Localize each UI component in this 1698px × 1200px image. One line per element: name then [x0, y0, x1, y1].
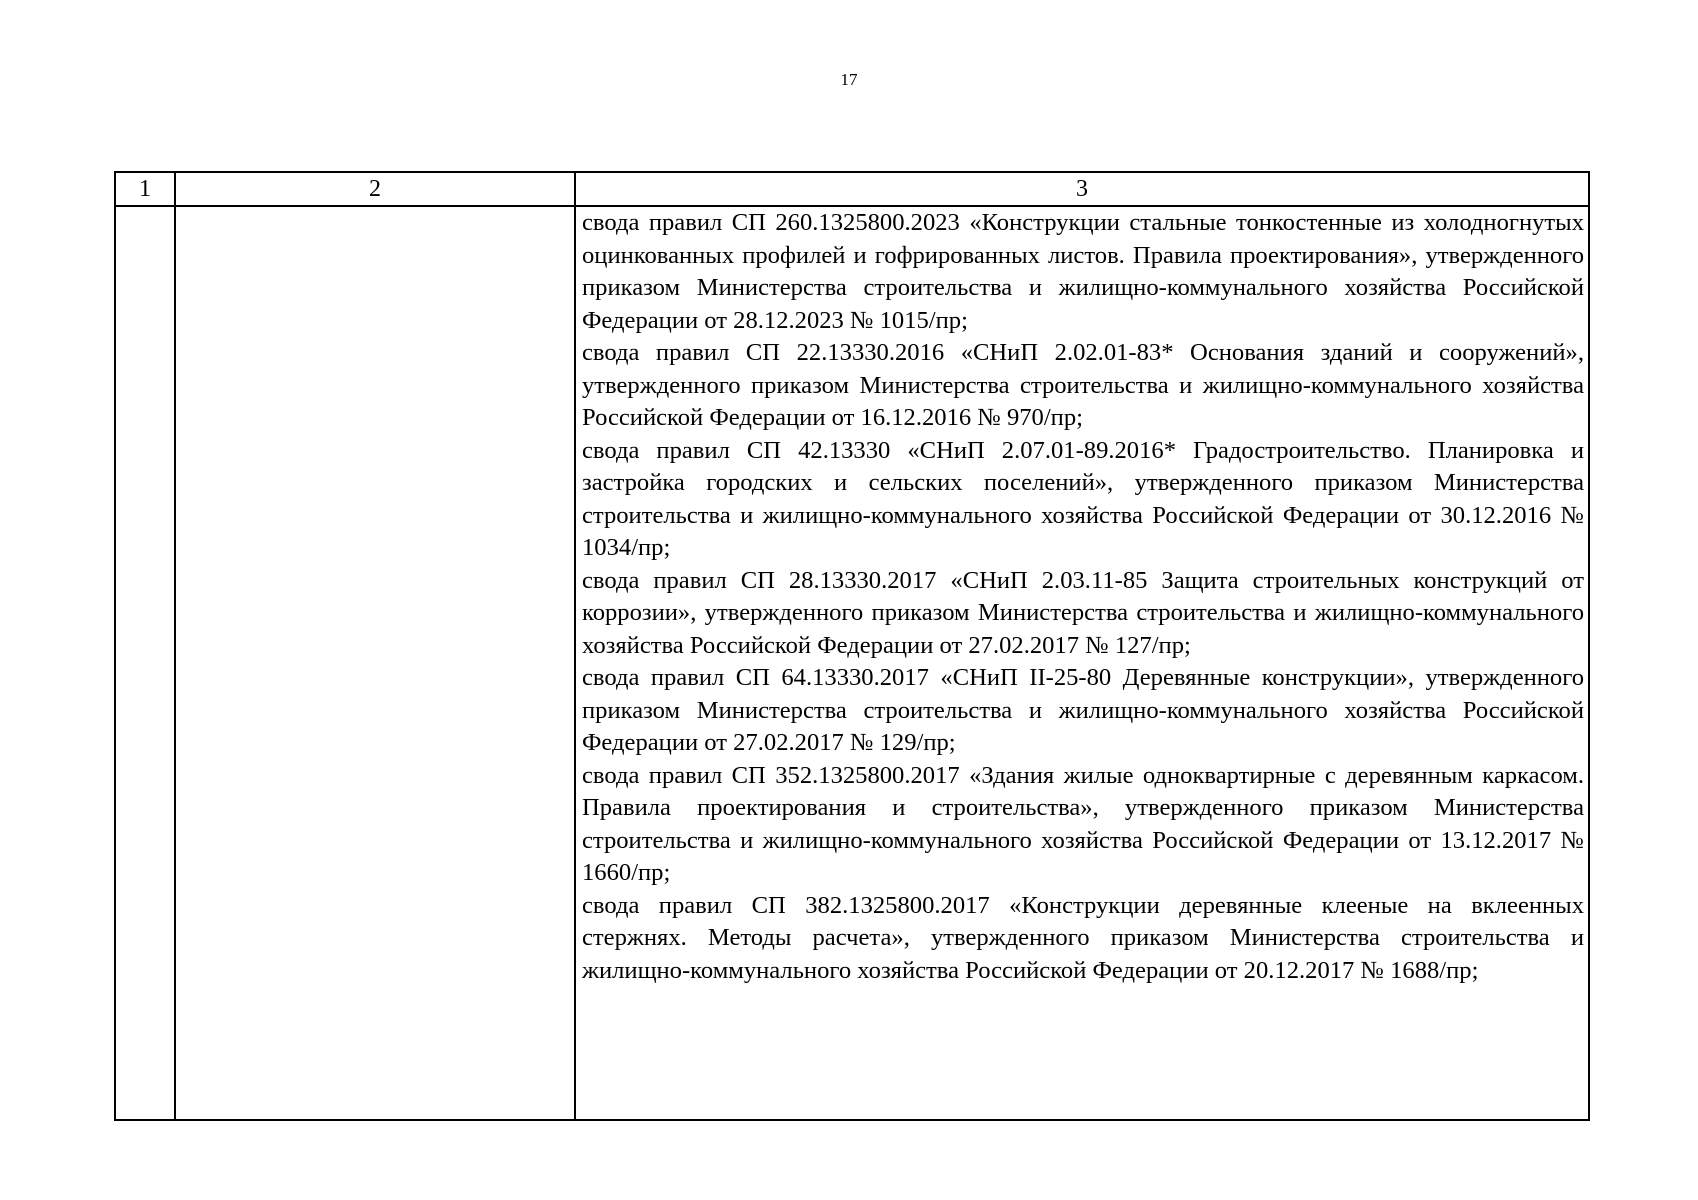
- regulation-item: свода правил СП 260.1325800.2023 «Конструкции стальные тонкостенные из холодногнутых оцинкованных профилей и гофрированных листов. Правила проектирования», утвержденного приказом Министерства строительства и жилищно-коммунального хозяйства Российской Федерации от 28.12.2023 № 1015/пр;: [582, 209, 1584, 334]
- row-col-3: [575, 206, 1589, 1120]
- table-header-row: [115, 172, 1589, 206]
- header-col-3: 3: [575, 172, 1589, 206]
- regulation-item: свода правил СП 382.1325800.2017 «Конструкции деревянные клееные на вклеенных стержнях. Методы расчета», утвержденного приказом Министерства строительства и жилищно-коммунального хозяйства Российской Федерации от 20.12.2017 № 1688/пр;: [582, 891, 1584, 984]
- header-col-2: 2: [175, 172, 575, 206]
- header-col-1: 1: [115, 172, 175, 206]
- page-number: 17: [840, 70, 858, 89]
- regulations-table: [114, 171, 1590, 1121]
- row-col-2: [175, 206, 575, 1120]
- table-row: [115, 206, 1589, 1120]
- regulation-item: свода правил СП 28.13330.2017 «СНиП 2.03.11-85 Защита строительных конструкций от коррозии», утвержденного приказом Министерства строительства и жилищно-коммунального хозяйства Российской Федерации от 27.02.2017 № 127/пр;: [582, 566, 1584, 659]
- regulation-item: свода правил СП 22.13330.2016 «СНиП 2.02.01-83* Основания зданий и сооружений», утвержденного приказом Министерства строительства и жилищно-коммунального хозяйства Российской Федерации от 16.12.2016 № 970/пр;: [582, 339, 1584, 431]
- row-col-1: [115, 206, 175, 1120]
- regulation-item: свода правил СП 352.1325800.2017 «Здания жилые одноквартирные с деревянным каркасом. Правила проектирования и строительства», утвержденного приказом Министерства строительства и жилищно-коммунального хозяйства Российской Федерации от 13.12.2017 № 1660/пр;: [582, 761, 1584, 886]
- regulation-item: свода правил СП 64.13330.2017 «СНиП II-25-80 Деревянные конструкции», утвержденного приказом Министерства строительства и жилищно-коммунального хозяйства Российской Федерации от 27.02.2017 № 129/пр;: [582, 664, 1584, 756]
- regulation-item: свода правил СП 42.13330 «СНиП 2.07.01-89.2016* Градостроительство. Планировка и застройка городских и сельских поселений», утвержденного приказом Министерства строительства и жилищно-коммунального хозяйства Российской Федерации от 30.12.2016 № 1034/пр;: [582, 436, 1584, 561]
